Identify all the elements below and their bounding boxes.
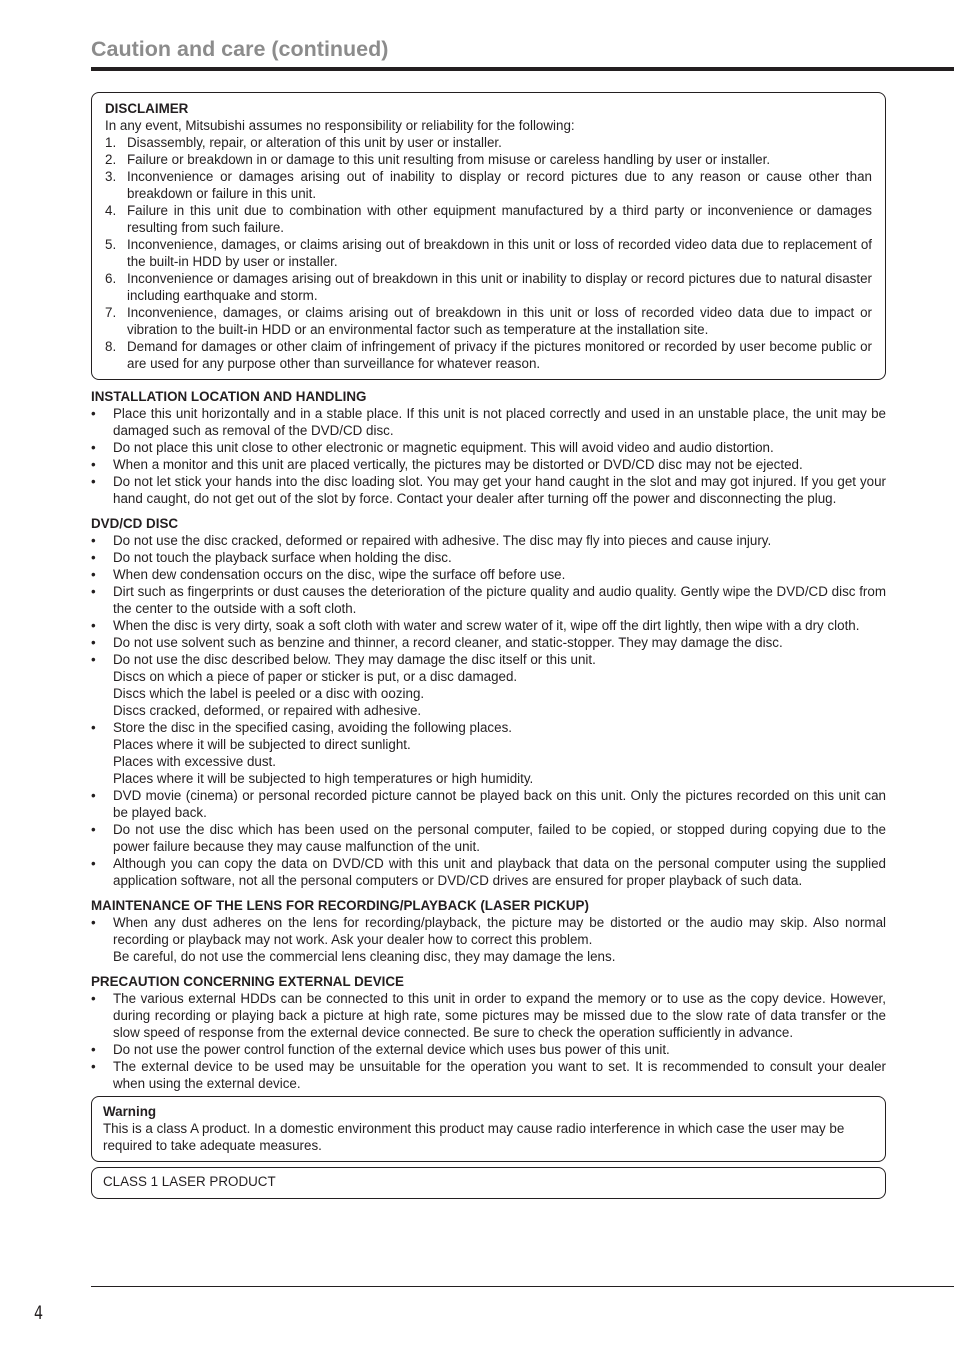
disclaimer-item xyxy=(105,236,872,270)
page-number: 4 xyxy=(34,1302,44,1324)
item-text: Inconvenience, damages, or claims arising out of breakdown in this unit or loss of recorded video data due to replacement of the built-in HDD by user or installer. xyxy=(127,237,872,269)
maintenance-item xyxy=(91,914,886,965)
sub-item-text: Discs cracked, deformed, or repaired with adhesive. xyxy=(113,703,422,718)
bullet-icon: • xyxy=(91,406,96,421)
laser-box xyxy=(91,1167,886,1199)
item-text: Disassembly, repair, or alteration of this unit by user or installer. xyxy=(127,135,502,150)
item-number: 3. xyxy=(105,169,117,184)
dvd-item xyxy=(91,855,886,889)
item-text: Inconvenience or damages arising out of breakdown in this unit or inability to display or record pictures due to natural disaster including earthquake and storm. xyxy=(127,271,872,303)
dvd-list xyxy=(91,532,886,889)
installation-item xyxy=(91,439,886,456)
bullet-icon: • xyxy=(91,915,96,930)
bullet-icon: • xyxy=(91,635,96,650)
bullet-icon: • xyxy=(91,474,96,489)
dvd-item xyxy=(91,532,886,549)
item-text: Dirt such as fingerprints or dust causes the deterioration of the picture quality and audio quality. Gently wipe the DVD/CD disc from the center to the outside with a soft cloth. xyxy=(113,584,886,616)
page-title: Caution and care (continued) xyxy=(91,37,389,61)
dvd-heading: DVD/CD DISC xyxy=(91,516,179,531)
item-text: Do not touch the playback surface when holding the disc. xyxy=(113,550,452,565)
external-list xyxy=(91,990,886,1092)
item-text: The external device to be used may be unsuitable for the operation you want to set. It is recommended to consult your dealer when using the external device. xyxy=(113,1059,886,1091)
item-text: Do not use the disc which has been used on the personal computer, failed to be copied, or stopped during copying due to the power failure because they may cause malfunction of the unit. xyxy=(113,822,886,854)
bullet-icon: • xyxy=(91,720,96,735)
bullet-icon: • xyxy=(91,618,96,633)
installation-item xyxy=(91,405,886,439)
item-number: 6. xyxy=(105,271,117,286)
bullet-icon: • xyxy=(91,788,96,803)
item-number: 5. xyxy=(105,237,117,252)
item-text: Failure or breakdown in or damage to this unit resulting from misuse or careless handling by user or installer. xyxy=(127,152,771,167)
item-text: Failure in this unit due to combination with other equipment manufactured by a third party or inconvenience or damages resulting from such failure. xyxy=(127,203,872,235)
item-text: Inconvenience, damages, or claims arising out of breakdown in this unit or loss of recorded video data due to impact or vibration to the built-in HDD or an environmental factor such as temperature at the installation site. xyxy=(127,305,872,337)
disclaimer-item xyxy=(105,151,872,168)
disclaimer-item xyxy=(105,202,872,236)
item-text: Do not use the power control function of the external device which uses bus power of this unit. xyxy=(113,1042,670,1057)
external-item xyxy=(91,1058,886,1092)
maintenance-list xyxy=(91,914,886,965)
disclaimer-item xyxy=(105,168,872,202)
item-text: When the disc is very dirty, soak a soft cloth with water and screw water of it, wipe off the dirt lightly, then wipe with a dry cloth. xyxy=(113,618,860,633)
bullet-icon: • xyxy=(91,584,96,599)
maintenance-heading: MAINTENANCE OF THE LENS FOR RECORDING/PLAYBACK (LASER PICKUP) xyxy=(91,898,589,913)
bullet-icon: • xyxy=(91,856,96,871)
bottom-rule xyxy=(91,1286,954,1287)
disclaimer-list xyxy=(105,134,872,372)
item-text: Do not use solvent such as benzine and thinner, a record cleaner, and static-stopper. They may damage the disc. xyxy=(113,635,783,650)
bullet-icon: • xyxy=(91,822,96,837)
installation-item xyxy=(91,456,886,473)
item-text: Demand for damages or other claim of infringement of privacy if the pictures monitored or recorded by user become public or are used for any purpose other than surveillance for whatever reason. xyxy=(127,339,872,371)
dvd-item xyxy=(91,566,886,583)
sub-item-text: Places where it will be subjected to high temperatures or high humidity. xyxy=(113,771,534,786)
warning-box xyxy=(91,1096,886,1162)
item-text: Do not use the disc described below. They may damage the disc itself or this unit. xyxy=(113,652,596,667)
item-text: When a monitor and this unit are placed vertically, the pictures may be distorted or DVD/CD disc may not be ejected. xyxy=(113,457,803,472)
dvd-item xyxy=(91,634,886,651)
bullet-icon: • xyxy=(91,1042,96,1057)
item-number: 4. xyxy=(105,203,117,218)
item-text: Although you can copy the data on DVD/CD with this unit and playback that data on the personal computer using the supplied application software, not all the personal computers or DVD/CD drives are ensured for proper playback of such data. xyxy=(113,856,886,888)
title-rule xyxy=(91,67,954,71)
dvd-item xyxy=(91,719,886,787)
dvd-item xyxy=(91,651,886,719)
item-number: 1. xyxy=(105,135,117,150)
disclaimer-item xyxy=(105,134,872,151)
item-text: The various external HDDs can be connected to this unit in order to expand the memory or to use as the copy device. However, during recording or playing back a picture at high rate, some pictures may be missed due to the slow rate of data transfer or the slow speed of response from the external device connected. Be sure to check the operation sufficiently in advance. xyxy=(113,991,886,1040)
installation-heading: INSTALLATION LOCATION AND HANDLING xyxy=(91,389,367,404)
item-text: Do not use the disc cracked, deformed or repaired with adhesive. The disc may fly into pieces and cause injury. xyxy=(113,533,772,548)
bullet-icon: • xyxy=(91,1059,96,1074)
sub-item-text: Places with excessive dust. xyxy=(113,754,276,769)
warning-heading: Warning xyxy=(103,1104,157,1119)
external-item xyxy=(91,990,886,1041)
disclaimer-item xyxy=(105,338,872,372)
item-text: Do not place this unit close to other electronic or magnetic equipment. This will avoid video and audio distortion. xyxy=(113,440,774,455)
item-text: When any dust adheres on the lens for recording/playback, the picture may be distorted or the audio may skip. Also normal recording or playback may not work. Ask your dealer how to correct this problem. xyxy=(113,915,886,947)
dvd-item xyxy=(91,583,886,617)
bullet-icon: • xyxy=(91,991,96,1006)
item-text: Do not let stick your hands into the disc loading slot. You may get your hand caught in the slot and may got injured. If you get your hand caught, do not get out of the slot by force. Contact your dealer after turning off the power and disconnecting the plug. xyxy=(113,474,886,506)
page-content xyxy=(91,92,886,1199)
bullet-icon: • xyxy=(91,533,96,548)
disclaimer-heading: DISCLAIMER xyxy=(105,101,189,116)
item-text: DVD movie (cinema) or personal recorded picture cannot be played back on this unit. Only the pictures recorded on this unit can be played back. xyxy=(113,788,886,820)
item-text: Store the disc in the specified casing, avoiding the following places. xyxy=(113,720,512,735)
disclaimer-item xyxy=(105,270,872,304)
bullet-icon: • xyxy=(91,652,96,667)
sub-item-text: Discs which the label is peeled or a disc with oozing. xyxy=(113,686,425,701)
item-text: When dew condensation occurs on the disc, wipe the surface off before use. xyxy=(113,567,566,582)
dvd-item xyxy=(91,787,886,821)
bullet-icon: • xyxy=(91,457,96,472)
item-text: Place this unit horizontally and in a stable place. If this unit is not placed correctly and used in an unstable place, the unit may be damaged such as removal of the DVD/CD disc. xyxy=(113,406,886,438)
laser-text: CLASS 1 LASER PRODUCT xyxy=(103,1174,276,1189)
sub-item-text: Places where it will be subjected to direct sunlight. xyxy=(113,737,411,752)
installation-item xyxy=(91,473,886,507)
bullet-icon: • xyxy=(91,440,96,455)
disclaimer-intro: In any event, Mitsubishi assumes no responsibility or reliability for the following: xyxy=(105,118,575,133)
dvd-item xyxy=(91,821,886,855)
bullet-icon: • xyxy=(91,550,96,565)
item-number: 7. xyxy=(105,305,117,320)
sub-item-text: Discs on which a piece of paper or sticker is put, or a disc damaged. xyxy=(113,669,518,684)
item-number: 8. xyxy=(105,339,117,354)
external-heading: PRECAUTION CONCERNING EXTERNAL DEVICE xyxy=(91,974,404,989)
item-text: Inconvenience or damages arising out of inability to display or record pictures due to any reason or cause other than breakdown or failure in this unit. xyxy=(127,169,872,201)
installation-list xyxy=(91,405,886,507)
sub-item-text: Be careful, do not use the commercial lens cleaning disc, they may damage the lens. xyxy=(113,949,616,964)
dvd-item xyxy=(91,617,886,634)
item-number: 2. xyxy=(105,152,117,167)
warning-text: This is a class A product. In a domestic environment this product may cause radio interference in which case the user may be required to take adequate measures. xyxy=(103,1121,845,1153)
dvd-item xyxy=(91,549,886,566)
disclaimer-item xyxy=(105,304,872,338)
bullet-icon: • xyxy=(91,567,96,582)
external-item xyxy=(91,1041,886,1058)
disclaimer-box xyxy=(91,92,886,380)
